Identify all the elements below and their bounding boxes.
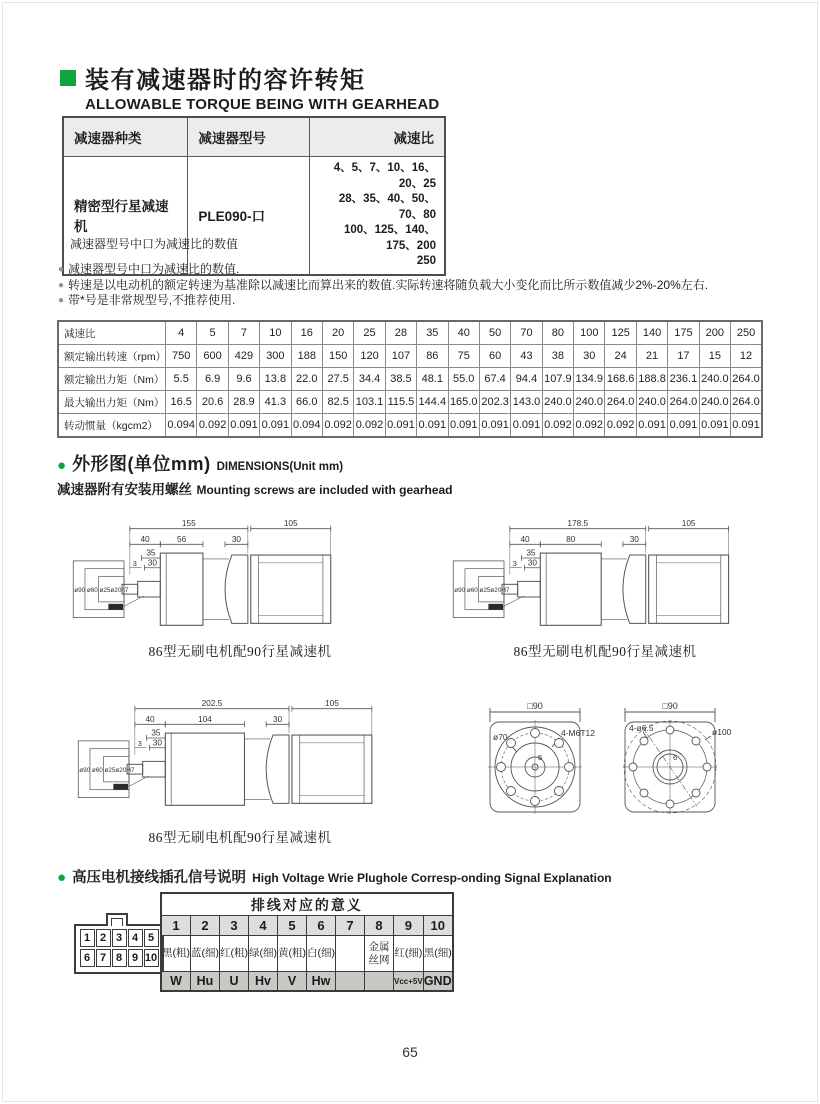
ratios-line: 28、35、40、50、70、80 — [338, 193, 436, 221]
spec-value-cell: 188.8 — [636, 368, 667, 391]
note-item — [58, 262, 708, 278]
spec-table-row — [58, 391, 762, 414]
spec-value-cell: 40 — [448, 321, 479, 345]
connector-tab — [106, 913, 128, 926]
spec-table-body — [58, 321, 762, 437]
dimension-drawing-svg — [58, 516, 393, 638]
spec-value-cell: 25 — [354, 321, 385, 345]
dimensions-subheading — [57, 478, 453, 499]
gearhead-header-type: 减速器种类 — [63, 117, 188, 157]
dimension-label: 30 — [629, 533, 639, 544]
spec-row-label: 减速比 — [58, 321, 166, 345]
spec-value-cell: 240.0 — [636, 391, 667, 414]
spec-value-cell: 70 — [511, 321, 542, 345]
spec-value-cell: 188 — [291, 345, 322, 368]
dimensions-sub-en: Mounting screws are included with gearhead — [196, 483, 453, 497]
dimension-label: 3 — [137, 738, 142, 748]
gearhead-ratios-cell — [310, 157, 445, 275]
spec-value-cell: 9.6 — [228, 368, 259, 391]
spec-value-cell: 240.0 — [699, 368, 730, 391]
spec-value-cell: 125 — [605, 321, 636, 345]
dimension-label: 155 — [181, 518, 196, 529]
bullet-icon: ● — [58, 295, 65, 306]
signal-heading-en: High Voltage Wrie Plughole Corresp-onding Signal Explanation — [252, 871, 612, 885]
note-text: 减速器型号中口为减速比的数值. — [68, 262, 240, 276]
section-dot-icon: ● — [57, 869, 67, 886]
dimension-label: 30 — [527, 557, 538, 568]
spec-value-cell: 0.091 — [479, 414, 510, 438]
spec-value-cell: 48.1 — [417, 368, 448, 391]
dimension-label: 3 — [512, 558, 517, 568]
spec-value-cell: 0.094 — [166, 414, 197, 438]
title-block — [60, 60, 439, 113]
connector-pin: 7 — [96, 949, 111, 967]
connector-pin: 3 — [112, 929, 127, 947]
spec-value-cell: 107 — [385, 345, 416, 368]
spec-value-cell: 0.091 — [448, 414, 479, 438]
signal-pin-cell: 7 — [336, 916, 365, 936]
dimension-label: 30 — [152, 737, 163, 748]
spec-value-cell: 86 — [417, 345, 448, 368]
dimension-label: 35 — [526, 547, 536, 558]
spec-value-cell: 24 — [605, 345, 636, 368]
spec-value-cell: 10 — [260, 321, 291, 345]
spec-value-cell: 43 — [511, 345, 542, 368]
signal-pin-cell: 1 — [161, 916, 191, 936]
spec-value-cell: 143.0 — [511, 391, 542, 414]
signal-table-title: 排线对应的意义 — [161, 893, 453, 916]
note-item — [58, 293, 708, 309]
dimension-label: 178.5 — [567, 518, 589, 529]
spec-value-cell: 202.3 — [479, 391, 510, 414]
signal-pin-cell: 2 — [191, 916, 220, 936]
end-view-bolt-dim: 4-M6T12 — [561, 728, 596, 738]
signal-color-cell: 黑(细) — [423, 936, 453, 972]
bullet-icon: ● — [58, 279, 65, 291]
end-view-drawing-rear — [585, 698, 755, 833]
side-view-drawing-3 — [58, 696, 403, 822]
spec-value-cell: 750 — [166, 345, 197, 368]
spec-value-cell: 21 — [636, 345, 667, 368]
signal-pin-cell: 4 — [249, 916, 278, 936]
connector-pin: 10 — [144, 949, 159, 967]
dimensions-heading-cn: 外形图(单位mm) — [72, 454, 211, 474]
signal-name-cell — [336, 972, 365, 992]
signal-color-cell: 白(细) — [307, 936, 336, 972]
spec-value-cell: 264.0 — [731, 391, 762, 414]
dimension-label: 30 — [147, 557, 158, 568]
signal-color-cell: 金属丝网 — [365, 936, 394, 972]
spec-value-cell: 55.0 — [448, 368, 479, 391]
spec-value-cell: 16.5 — [166, 391, 197, 414]
connector-pin: 2 — [96, 929, 111, 947]
spec-value-cell: 5 — [197, 321, 228, 345]
spec-row-label: 额定输出力矩（Nm） — [58, 368, 166, 391]
dimension-drawing-svg — [438, 516, 773, 638]
connector-pin-row-2 — [76, 949, 162, 967]
dimension-label: 105 — [324, 698, 339, 709]
spec-value-cell: 28 — [385, 321, 416, 345]
signal-pin-cell: 3 — [220, 916, 249, 936]
spec-row-label: 最大输出力矩（Nm） — [58, 391, 166, 414]
spec-value-cell: 67.4 — [479, 368, 510, 391]
spec-value-cell: 0.091 — [636, 414, 667, 438]
spec-table-row — [58, 321, 762, 345]
spec-value-cell: 600 — [197, 345, 228, 368]
gearhead-model-cell: PLE090-口 — [188, 157, 310, 275]
dimension-label: ø90 ø60 ø25ø20h7 — [74, 587, 129, 595]
dimension-drawing-svg — [58, 696, 403, 818]
spec-value-cell: 28.9 — [228, 391, 259, 414]
spec-value-cell: 0.092 — [322, 414, 353, 438]
connector-pin: 8 — [112, 949, 127, 967]
signal-table-colors-row — [161, 936, 453, 972]
spec-value-cell: 35 — [417, 321, 448, 345]
spec-value-cell: 20.6 — [197, 391, 228, 414]
drawing-caption: 86型无刷电机配90行星减速机 — [148, 644, 332, 659]
spec-value-cell: 264.0 — [668, 391, 699, 414]
page-number: 65 — [402, 1044, 418, 1060]
spec-value-cell: 140 — [636, 321, 667, 345]
spec-value-cell: 175 — [668, 321, 699, 345]
key-tag — [113, 784, 128, 790]
dimension-label: 30 — [231, 533, 242, 544]
dimension-label: 56 — [177, 533, 187, 544]
spec-row-label: 转动惯量（kgcm2） — [58, 414, 166, 438]
dimension-label: 35 — [151, 727, 161, 738]
spec-table-row — [58, 345, 762, 368]
spec-value-cell: 66.0 — [291, 391, 322, 414]
connector-pin: 4 — [128, 929, 143, 947]
spec-value-cell: 50 — [479, 321, 510, 345]
dimension-label: 35 — [146, 547, 156, 558]
spec-value-cell: 240.0 — [699, 391, 730, 414]
connector-pin: 9 — [128, 949, 143, 967]
spec-value-cell: 12 — [731, 345, 762, 368]
side-view-drawing-1 — [58, 516, 393, 638]
dimensions-sub-cn: 减速器附有安装用螺丝 — [57, 482, 192, 497]
spec-value-cell: 236.1 — [668, 368, 699, 391]
spec-value-cell: 240.0 — [574, 391, 605, 414]
spec-value-cell: 0.091 — [731, 414, 762, 438]
spec-value-cell: 0.092 — [354, 414, 385, 438]
spec-value-cell: 13.8 — [260, 368, 291, 391]
spec-value-cell: 22.0 — [291, 368, 322, 391]
connector-pin: 6 — [80, 949, 95, 967]
spec-value-cell: 168.6 — [605, 368, 636, 391]
signal-table-signals-row — [161, 972, 453, 992]
connector-pin-row-1 — [76, 929, 162, 947]
spec-value-cell: 103.1 — [354, 391, 385, 414]
spec-value-cell: 5.5 — [166, 368, 197, 391]
spec-value-cell: 115.5 — [385, 391, 416, 414]
drawing-caption: 86型无刷电机配90行星减速机 — [513, 644, 697, 659]
signal-name-cell — [365, 972, 394, 992]
dimension-label: 3 — [132, 558, 137, 568]
signal-table — [160, 892, 454, 992]
signal-pin-cell: 6 — [307, 916, 336, 936]
spec-value-cell: 0.092 — [574, 414, 605, 438]
spec-value-cell: 75 — [448, 345, 479, 368]
spec-value-cell: 0.091 — [228, 414, 259, 438]
signal-color-cell: 黄(粗) — [278, 936, 307, 972]
notes-list — [58, 262, 708, 309]
signal-heading-cn: 高压电机接线插孔信号说明 — [72, 870, 247, 886]
spec-value-cell: 264.0 — [731, 368, 762, 391]
end-view-bore-dim: ø70 — [493, 732, 508, 742]
side-view-drawing-2 — [438, 516, 773, 638]
spec-value-cell: 120 — [354, 345, 385, 368]
ratios-line: 250 — [416, 255, 436, 268]
dimension-label: 40 — [520, 533, 530, 544]
spec-value-cell: 0.091 — [417, 414, 448, 438]
dimensions-heading — [57, 450, 343, 476]
dimension-label: 30 — [272, 713, 283, 724]
spec-value-cell: 300 — [260, 345, 291, 368]
signal-color-cell: 红(细) — [394, 936, 424, 972]
spec-value-cell: 200 — [699, 321, 730, 345]
spec-value-cell: 165.0 — [448, 391, 479, 414]
signal-pin-cell: 5 — [278, 916, 307, 936]
spec-value-cell: 0.091 — [260, 414, 291, 438]
end-view-center-dim: 6 — [673, 753, 678, 762]
note-text: 转速是以电动机的额定转速为基准除以减速比而算出来的数值.实际转速将随负载大小变化而比所示数值减少2%-20%左右. — [68, 277, 709, 292]
signal-heading — [57, 866, 612, 887]
dimension-label: 40 — [145, 713, 155, 724]
end-view-square-dim: □90 — [662, 701, 678, 711]
dimensions-heading-en: DIMENSIONS(Unit mm) — [216, 461, 344, 473]
spec-value-cell: 250 — [731, 321, 762, 345]
signal-color-cell: 红(粗) — [220, 936, 249, 972]
gearhead-type-cell: 精密型行星减速机 — [63, 157, 188, 275]
spec-value-cell: 17 — [668, 345, 699, 368]
signal-name-cell: U — [220, 972, 249, 992]
page-title-en: ALLOWABLE TORQUE BEING WITH GEARHEAD — [85, 96, 440, 113]
spec-value-cell: 0.092 — [605, 414, 636, 438]
spec-value-cell: 41.3 — [260, 391, 291, 414]
signal-name-cell: V — [278, 972, 307, 992]
gearhead-header-ratio: 减速比 — [310, 117, 445, 157]
spec-value-cell: 94.4 — [511, 368, 542, 391]
gearhead-table-header-row — [63, 117, 445, 157]
spec-value-cell: 80 — [542, 321, 573, 345]
spec-value-cell: 134.9 — [574, 368, 605, 391]
spec-value-cell: 429 — [228, 345, 259, 368]
gearhead-header-model: 减速器型号 — [188, 117, 310, 157]
spec-value-cell: 144.4 — [417, 391, 448, 414]
signal-name-cell: W — [161, 972, 191, 992]
spec-value-cell: 34.4 — [354, 368, 385, 391]
ratios-line: 100、125、140、175、200 — [343, 224, 436, 252]
key-tag — [108, 604, 123, 610]
signal-pin-cell: 8 — [365, 916, 394, 936]
gearhead-table-row — [63, 157, 445, 275]
signal-name-cell: Hw — [307, 972, 336, 992]
spec-value-cell: 38 — [542, 345, 573, 368]
drawing-caption: 86型无刷电机配90行星减速机 — [148, 830, 332, 845]
spec-value-cell: 0.091 — [668, 414, 699, 438]
spec-value-cell: 4 — [166, 321, 197, 345]
spec-value-cell: 20 — [322, 321, 353, 345]
spec-value-cell: 6.9 — [197, 368, 228, 391]
dimension-label: 105 — [283, 518, 298, 529]
connector-pin: 1 — [80, 929, 95, 947]
spec-value-cell: 0.092 — [542, 414, 573, 438]
spec-value-cell: 240.0 — [542, 391, 573, 414]
spec-table-row — [58, 414, 762, 438]
spec-value-cell: 38.5 — [385, 368, 416, 391]
dimension-label: ø90 ø60 ø25ø20H7 — [79, 767, 135, 775]
signal-color-cell: 黑(粗) — [161, 936, 191, 972]
spec-value-cell: 0.091 — [511, 414, 542, 438]
spec-value-cell: 60 — [479, 345, 510, 368]
dimension-label: ø90 ø60 ø25ø20H7 — [454, 587, 510, 595]
section-square-icon — [60, 70, 76, 86]
signal-color-cell: 蓝(细) — [191, 936, 220, 972]
dimension-label: 104 — [197, 713, 212, 724]
dimension-label: 202.5 — [201, 698, 223, 709]
end-view-circle-dim: ø100 — [712, 727, 732, 737]
note-text: 带*号是非常规型号,不推荐使用. — [68, 293, 236, 307]
spec-value-cell: 16 — [291, 321, 322, 345]
spec-value-cell: 107.9 — [542, 368, 573, 391]
signal-color-cell — [336, 936, 365, 972]
spec-value-cell: 30 — [574, 345, 605, 368]
spec-value-cell: 82.5 — [322, 391, 353, 414]
spec-value-cell: 0.091 — [385, 414, 416, 438]
page-title: 装有减速器时的容许转矩 — [85, 67, 366, 94]
signal-pin-cell: 10 — [423, 916, 453, 936]
end-view-center-dim: 5 — [538, 753, 543, 762]
spec-value-cell: 0.091 — [699, 414, 730, 438]
spec-value-cell: 150 — [322, 345, 353, 368]
key-tag — [488, 604, 503, 610]
spec-value-cell: 100 — [574, 321, 605, 345]
spec-table — [57, 320, 763, 438]
dimension-label: 40 — [140, 533, 150, 544]
spec-value-cell: 15 — [699, 345, 730, 368]
ratios-line: 4、5、7、10、16、20、25 — [333, 162, 436, 190]
end-view-square-dim: □90 — [527, 701, 543, 711]
signal-name-cell: Vcc+5V — [394, 972, 424, 992]
signal-pin-cell: 9 — [394, 916, 424, 936]
bullet-icon: ● — [58, 264, 65, 275]
signal-name-cell: Hu — [191, 972, 220, 992]
spec-row-label: 额定输出转速（rpm） — [58, 345, 166, 368]
dimension-label: 105 — [681, 518, 696, 529]
signal-name-cell: GND — [423, 972, 453, 992]
dimension-label: 80 — [566, 533, 576, 544]
signal-color-cell: 绿(细) — [249, 936, 278, 972]
signal-table-title-row — [161, 893, 453, 916]
section-dot-icon: ● — [57, 457, 67, 474]
spec-value-cell: 27.5 — [322, 368, 353, 391]
connector-pin: 5 — [144, 929, 159, 947]
spec-value-cell: 0.092 — [197, 414, 228, 438]
gearhead-table-footnote: 减速器型号中口为减速比的数值 — [70, 237, 239, 251]
spec-value-cell: 264.0 — [605, 391, 636, 414]
spec-value-cell: 7 — [228, 321, 259, 345]
note-item — [58, 278, 708, 294]
spec-table-row — [58, 368, 762, 391]
end-view-bolt-dim: 4-ø6.5 — [629, 723, 654, 733]
signal-name-cell: Hv — [249, 972, 278, 992]
signal-table-pins-row — [161, 916, 453, 936]
connector-diagram — [74, 924, 164, 974]
spec-value-cell: 0.094 — [291, 414, 322, 438]
